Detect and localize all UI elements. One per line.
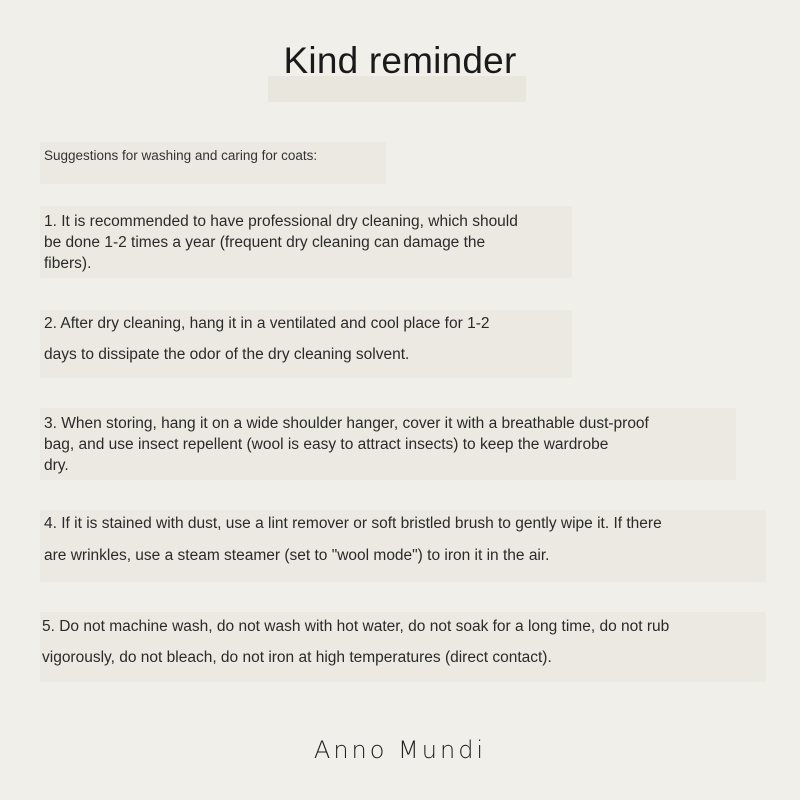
item-3-line-2: bag, and use insect repellent (wool is easy to attract insects) to keep the wardrobe bbox=[44, 436, 609, 453]
item-4-line-1: 4. If it is stained with dust, use a lint remover or soft bristled brush to gently wipe it. If there bbox=[44, 515, 662, 532]
intro-text: Suggestions for washing and caring for coats: bbox=[44, 148, 318, 163]
item-1-line-3: fibers). bbox=[44, 255, 92, 272]
item-2-line-2: days to dissipate the odor of the dry cleaning solvent. bbox=[44, 346, 410, 363]
page-title: Kind reminder bbox=[283, 40, 517, 81]
item-3-line-1: 3. When storing, hang it on a wide shoulder hanger, cover it with a breathable dust-proof bbox=[44, 415, 649, 432]
item-5-line-1: 5. Do not machine wash, do not wash with hot water, do not soak for a long time, do not rub bbox=[42, 618, 670, 635]
brand-logo-text: Anno Mundi bbox=[313, 736, 487, 764]
item-5-line-2: vigorously, do not bleach, do not iron at high temperatures (direct contact). bbox=[42, 649, 552, 666]
item-1-line-2: be done 1-2 times a year (frequent dry cleaning can damage the bbox=[44, 234, 486, 251]
item-4-line-2: are wrinkles, use a steam steamer (set to "wool mode") to iron it in the air. bbox=[44, 547, 550, 564]
item-1-line-1: 1. It is recommended to have professional dry cleaning, which should bbox=[44, 213, 518, 230]
item-3-line-3: dry. bbox=[44, 457, 69, 474]
item-2-line-1: 2. After dry cleaning, hang it in a ventilated and cool place for 1-2 bbox=[44, 315, 490, 332]
